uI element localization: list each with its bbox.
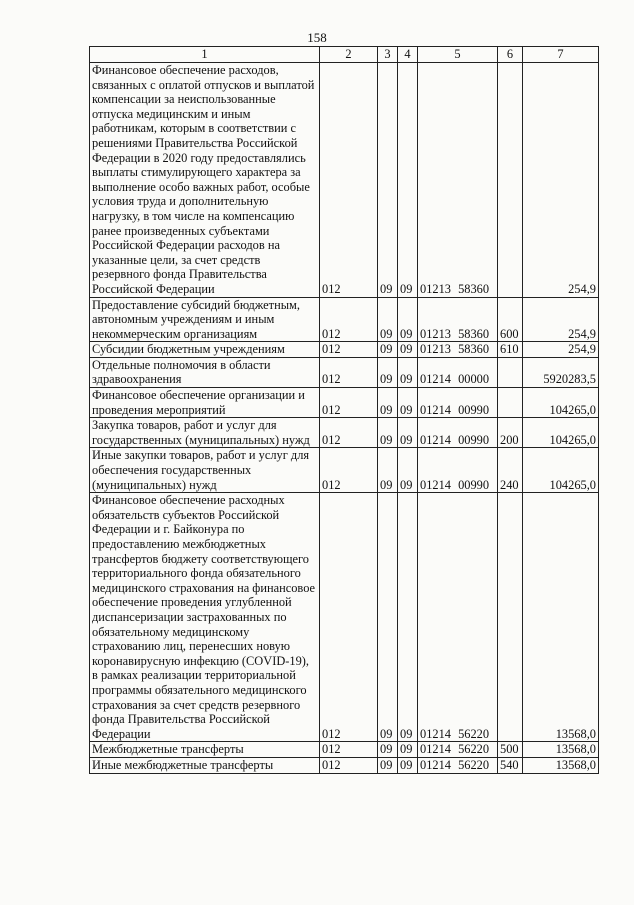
row-subsection-cell: 09 (398, 448, 418, 493)
row-subsection-cell: 09 (398, 297, 418, 342)
row-amount-cell: 13568,0 (523, 757, 599, 773)
row-amount-cell: 13568,0 (523, 493, 599, 742)
row-name-cell: Межбюджетные трансферты (90, 742, 320, 758)
header-cell: 2 (320, 47, 378, 63)
row-expense-type-cell: 610 (498, 342, 523, 358)
header-cell: 1 (90, 47, 320, 63)
row-expense-type-cell (498, 388, 523, 418)
row-name-cell: Предоставление субсидий бюджетным, автономным учреждениям и иным некоммерческим организациям (90, 297, 320, 342)
row-target-article-cell: 01214 56220 (418, 742, 498, 758)
table-row (90, 493, 599, 742)
table-row (90, 448, 599, 493)
row-section-cell: 09 (378, 757, 398, 773)
row-section-cell: 09 (378, 357, 398, 387)
row-expense-type-cell: 600 (498, 297, 523, 342)
row-expense-type-cell (498, 63, 523, 298)
row-target-article-cell: 01213 58360 (418, 63, 498, 298)
row-code-cell: 012 (320, 342, 378, 358)
header-cell: 7 (523, 47, 599, 63)
row-target-article-cell: 01214 00000 (418, 357, 498, 387)
row-amount-cell: 104265,0 (523, 418, 599, 448)
row-name-cell: Иные межбюджетные трансферты (90, 757, 320, 773)
row-expense-type-cell: 540 (498, 757, 523, 773)
row-subsection-cell: 09 (398, 493, 418, 742)
row-target-article-cell: 01214 00990 (418, 418, 498, 448)
row-subsection-cell: 09 (398, 357, 418, 387)
table-row (90, 63, 599, 298)
row-section-cell: 09 (378, 493, 398, 742)
row-amount-cell: 254,9 (523, 297, 599, 342)
row-amount-cell: 104265,0 (523, 388, 599, 418)
row-target-article-cell: 01213 58360 (418, 342, 498, 358)
row-expense-type-cell: 200 (498, 418, 523, 448)
row-code-cell: 012 (320, 297, 378, 342)
row-name-cell: Финансовое обеспечение организации и проведения мероприятий (90, 388, 320, 418)
row-section-cell: 09 (378, 742, 398, 758)
row-code-cell: 012 (320, 357, 378, 387)
header-cell: 6 (498, 47, 523, 63)
table-row (90, 342, 599, 358)
header-cell: 4 (398, 47, 418, 63)
row-amount-cell: 254,9 (523, 342, 599, 358)
row-code-cell: 012 (320, 418, 378, 448)
budget-table (89, 46, 599, 774)
row-code-cell: 012 (320, 493, 378, 742)
row-target-article-cell: 01213 58360 (418, 297, 498, 342)
row-amount-cell: 254,9 (523, 63, 599, 298)
row-code-cell: 012 (320, 757, 378, 773)
table-row (90, 742, 599, 758)
row-section-cell: 09 (378, 448, 398, 493)
row-section-cell: 09 (378, 418, 398, 448)
row-amount-cell: 5920283,5 (523, 357, 599, 387)
row-section-cell: 09 (378, 63, 398, 298)
row-expense-type-cell: 240 (498, 448, 523, 493)
row-name-cell: Закупка товаров, работ и услуг для государственных (муниципальных) нужд (90, 418, 320, 448)
header-cell: 5 (418, 47, 498, 63)
header-cell: 3 (378, 47, 398, 63)
row-amount-cell: 13568,0 (523, 742, 599, 758)
row-name-cell: Субсидии бюджетным учреждениям (90, 342, 320, 358)
row-target-article-cell: 01214 00990 (418, 388, 498, 418)
row-code-cell: 012 (320, 388, 378, 418)
table-row (90, 418, 599, 448)
table-row (90, 297, 599, 342)
row-code-cell: 012 (320, 448, 378, 493)
page-number: 158 (307, 30, 327, 45)
row-amount-cell: 104265,0 (523, 448, 599, 493)
row-name-cell: Иные закупки товаров, работ и услуг для обеспечения государственных (муниципальных) нужд (90, 448, 320, 493)
row-subsection-cell: 09 (398, 388, 418, 418)
table-header-row (90, 47, 599, 63)
row-target-article-cell: 01214 56220 (418, 757, 498, 773)
row-name-cell: Финансовое обеспечение расходов, связанных с оплатой отпусков и выплатой компенсации за неиспользованные отпуска медицинским и иным работникам, которым в соответствии с решениями Правительства Российской Федерации в 2020 году предоставлялись выплаты стимулирующего характера за выполнение особо важных работ, особые условия труда и дополнительную нагрузку, в том числе на компенсацию ранее произведенных субъектами Российской Федерации расходов на указанные цели, за счет средств резервного фонда Правительства Российской Федерации (90, 63, 320, 298)
row-section-cell: 09 (378, 297, 398, 342)
row-subsection-cell: 09 (398, 742, 418, 758)
row-section-cell: 09 (378, 388, 398, 418)
row-code-cell: 012 (320, 63, 378, 298)
row-target-article-cell: 01214 56220 (418, 493, 498, 742)
row-target-article-cell: 01214 00990 (418, 448, 498, 493)
row-subsection-cell: 09 (398, 63, 418, 298)
table-row (90, 757, 599, 773)
row-subsection-cell: 09 (398, 342, 418, 358)
row-section-cell: 09 (378, 342, 398, 358)
table-row (90, 388, 599, 418)
row-subsection-cell: 09 (398, 757, 418, 773)
row-expense-type-cell: 500 (498, 742, 523, 758)
row-expense-type-cell (498, 357, 523, 387)
table-row (90, 357, 599, 387)
row-subsection-cell: 09 (398, 418, 418, 448)
row-name-cell: Отдельные полномочия в области здравоохранения (90, 357, 320, 387)
row-expense-type-cell (498, 493, 523, 742)
row-code-cell: 012 (320, 742, 378, 758)
row-name-cell: Финансовое обеспечение расходных обязательств субъектов Российской Федерации и г. Байконура по предоставлению межбюджетных трансфертов бюджету соответствующего территориального фонда обязательного медицинского страхования на финансовое обеспечение проведения углубленной диспансеризации застрахованных по обязательному медицинскому страхованию лиц, перенесших новую коронавирусную инфекцию (COVID-19), в рамках реализации территориальной программы обязательного медицинского страхования за счет средств резервного фонда Правительства Российской Федерации (90, 493, 320, 742)
